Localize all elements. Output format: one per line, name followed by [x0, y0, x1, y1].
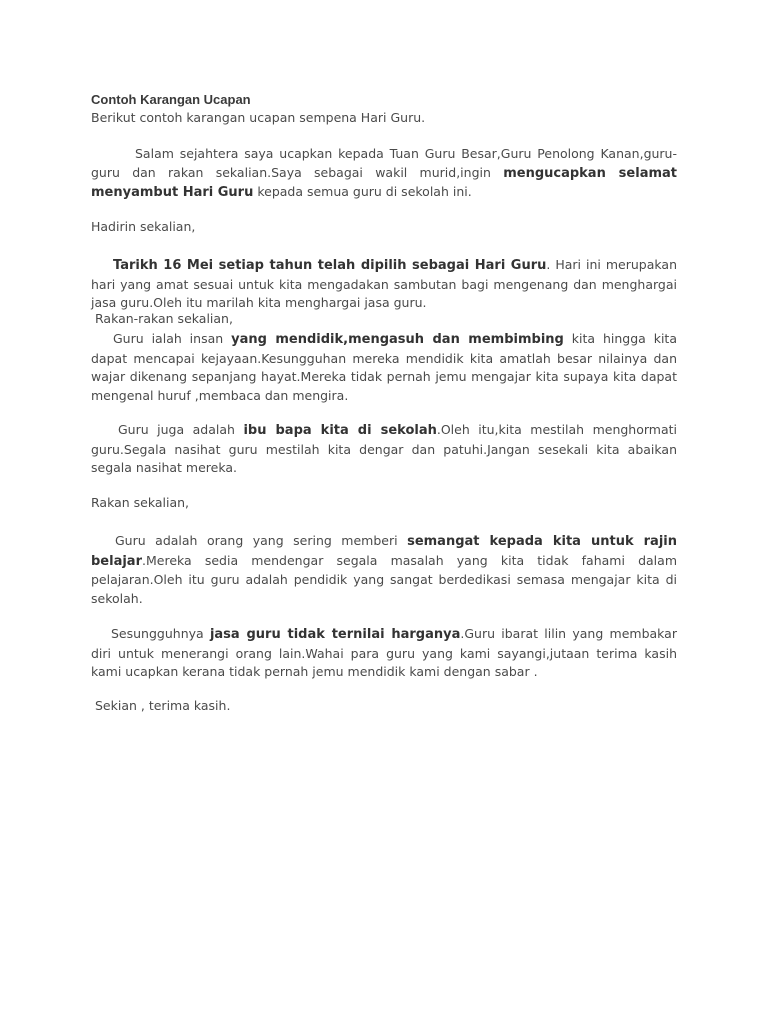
- document-subtitle: Berikut contoh karangan ucapan sempena Hari Guru.: [91, 110, 426, 125]
- document-title: Contoh Karangan Ucapan: [91, 92, 251, 107]
- closing-line: Sekian , terima kasih.: [95, 698, 231, 713]
- paragraph-sesungguhnya-text-a: Sesungguhnya: [111, 626, 210, 641]
- paragraph-guru-ialah: [91, 330, 677, 405]
- paragraph-guru-juga-text-a: Guru juga adalah: [118, 422, 244, 437]
- paragraph-semangat-text-a: Guru adalah orang yang sering memberi: [115, 533, 408, 548]
- paragraph-sesungguhnya-bold: jasa guru tidak ternilai harganya: [209, 627, 461, 642]
- paragraph-guru-juga: [91, 421, 677, 478]
- paragraph-tarikh: [91, 256, 677, 313]
- paragraph-guru-ialah-text-a: Guru ialah insan: [113, 331, 232, 346]
- paragraph-semangat-text-c: .Mereka sedia mendengar segala masalah yang kita tidak fahami dalam pelajaran.Oleh itu guru adalah pendidik yang sangat berdedikasi semasa mengajar kita di sekolah.: [91, 552, 677, 606]
- paragraph-sesungguhnya: [91, 625, 677, 682]
- paragraph-guru-juga-text-c: .Oleh itu,kita mestilah menghormati guru.Segala nasihat guru mestilah kita dengar dan patuhi.Jangan sesekali kita abaikan segala nasihat mereka.: [91, 422, 678, 475]
- paragraph-tarikh-text: . Hari ini merupakan hari yang amat sesuai untuk kita mengadakan sambutan bagi mengenang dan menghargai jasa guru.Oleh itu marilah kita menghargai jasa guru.: [91, 257, 677, 310]
- paragraph-opening: [91, 145, 677, 203]
- paragraph-semangat-bold: semangat kepada kita untuk rajin belajar: [91, 534, 677, 569]
- paragraph-opening-bold: mengucapkan selamat menyambut Hari Guru: [91, 165, 677, 200]
- paragraph-guru-ialah-bold: yang mendidik,mengasuh dan membimbing: [231, 332, 564, 347]
- paragraph-guru-ialah-text-c: kita hingga kita dapat mencapai kejayaan.Kesungguhan mereka mendidik kita amatlah besar nilainya dan wajar dikenang sepanjang hayat.Mereka tidak pernah jemu mengajar kita supaya kita dapat mengenal huruf ,membaca dan mengira.: [91, 331, 677, 403]
- paragraph-tarikh-bold: Tarikh 16 Mei setiap tahun telah dipilih sebagai Hari Guru: [113, 258, 547, 273]
- greeting-rakan-sekalian: Rakan sekalian,: [91, 495, 190, 510]
- paragraph-opening-text-a: Salam sejahtera saya ucapkan kepada Tuan Guru Besar,Guru Penolong Kanan,guru-guru dan rakan sekalian.Saya sebagai wakil murid,ingin: [91, 146, 677, 180]
- paragraph-opening-text-c: kepada semua guru di sekolah ini.: [253, 184, 472, 199]
- greeting-rakan-rakan: Rakan-rakan sekalian,: [95, 311, 233, 326]
- greeting-hadirin: Hadirin sekalian,: [91, 219, 196, 234]
- paragraph-sesungguhnya-text-c: .Guru ibarat lilin yang membakar diri untuk menerangi orang lain.Wahai para guru yang kami sayangi,jutaan terima kasih kami ucapkan kerana tidak pernah jemu mendidik kami dengan sabar .: [91, 626, 677, 679]
- paragraph-semangat: [91, 532, 677, 608]
- paragraph-guru-juga-bold: ibu bapa kita di sekolah: [243, 423, 437, 438]
